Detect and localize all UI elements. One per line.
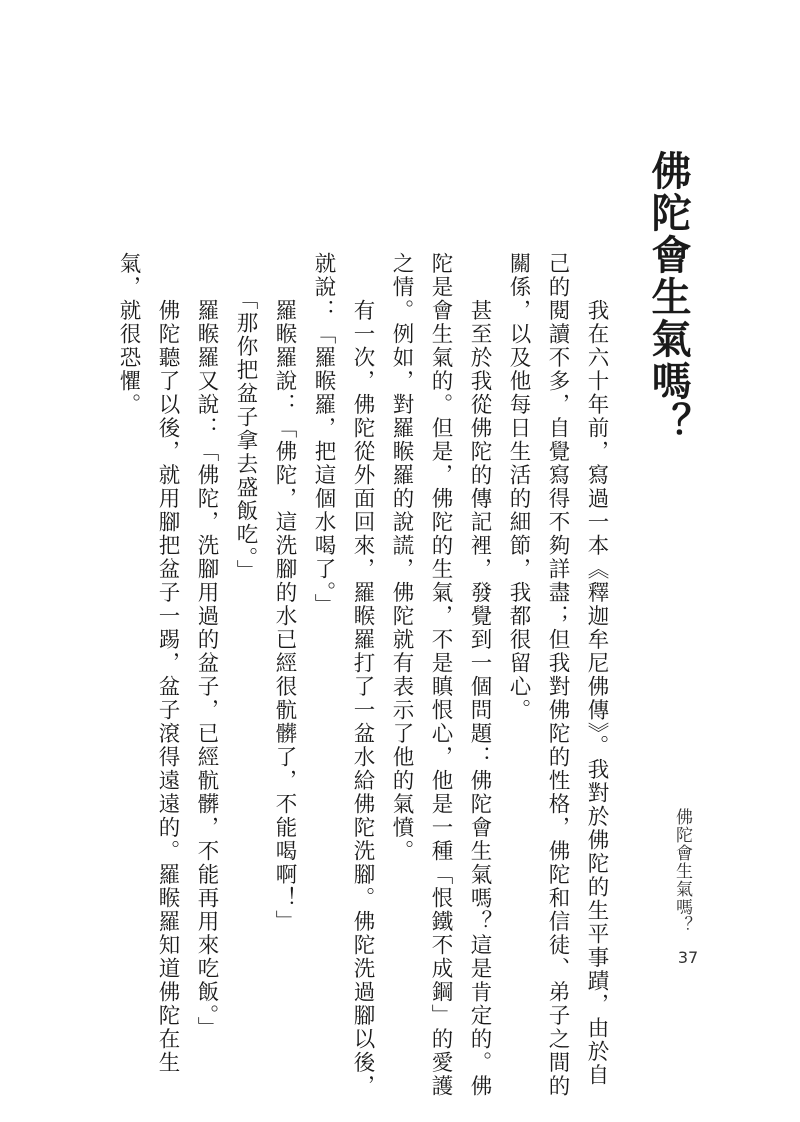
- running-head: 佛陀會生氣嗎？: [672, 808, 692, 934]
- body-line-6: 之情。例如，對羅睺羅的說謊，佛陀就有表示了他的氣憤。: [389, 252, 414, 863]
- body-line-9: 羅睺羅說：「佛陀，這洗腳的水已經很骯髒了，不能喝啊！」: [272, 252, 297, 934]
- chapter-title: 佛陀會生氣嗎？: [645, 150, 691, 444]
- body-line-12: 佛陀聽了以後，就用腳把盆子一踢，盆子滾得遠遠的。羅睺羅知道佛陀在生: [155, 252, 180, 1075]
- body-line-13: 氣，就很恐懼。: [116, 252, 141, 417]
- body-line-3: 關係，以及他每日生活的細節，我都很留心。: [506, 252, 531, 722]
- page-number: 37: [677, 948, 699, 967]
- body-line-10: 「那你把盆子拿去盛飯吃。」: [233, 252, 258, 583]
- body-line-8: 就說：「羅睺羅，把這個水喝了。」: [311, 252, 336, 618]
- body-line-7: 有一次，佛陀從外面回來，羅睺羅打了一盆水給佛陀洗腳。佛陀洗過腳以後，: [350, 252, 375, 1098]
- body-line-1: 我在六十年前，寫過一本《釋迦牟尼佛傳》。我對於佛陀的生平事蹟，由於自: [584, 252, 609, 1088]
- body-line-11: 羅睺羅又說：「佛陀，洗腳用過的盆子，已經骯髒，不能再用來吃飯。」: [194, 252, 219, 1041]
- body-line-5: 陀是會生氣的。但是，佛陀的生氣，不是瞋恨心，他是一種「恨鐵不成鋼」的愛護: [428, 252, 453, 1098]
- body-line-4: 甚至於我從佛陀的傳記裡，發覺到一個問題：佛陀會生氣嗎？這是肯定的。佛: [467, 252, 492, 1098]
- body-line-2: 己的閱讀不多，自覺寫得不夠詳盡；但我對佛陀的性格，佛陀和信徒、弟子之間的: [545, 252, 570, 1098]
